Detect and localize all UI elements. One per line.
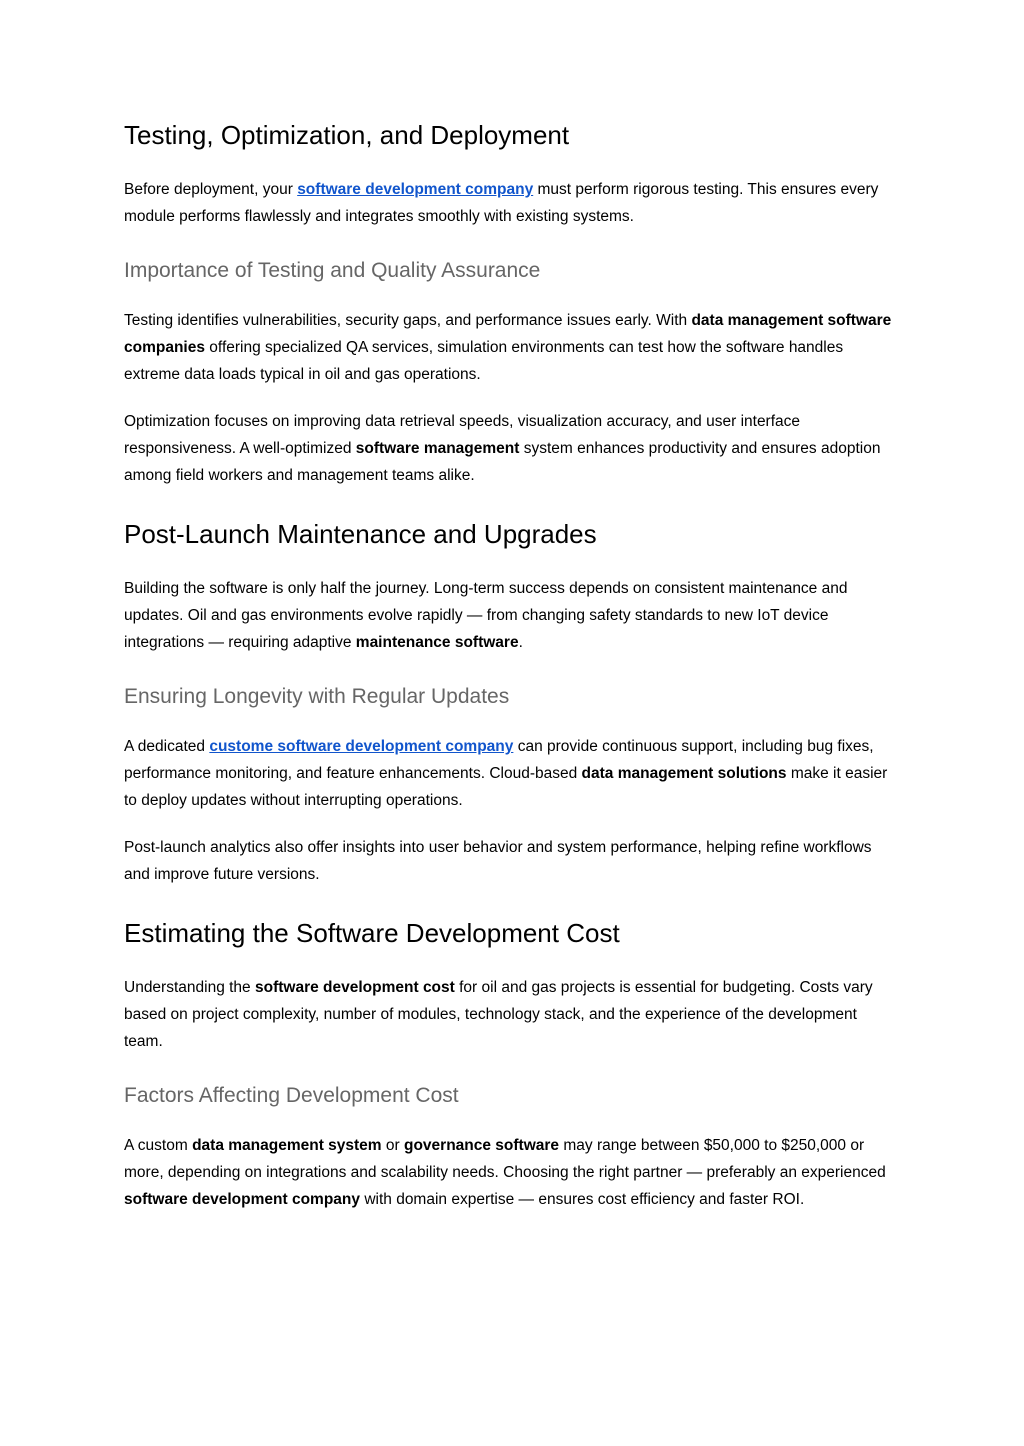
inline-link[interactable]: software development company [297, 181, 534, 198]
text-run: must perform rigorous testing. This ensures every module performs flawlessly and integrates smoothly with existing systems. [124, 181, 879, 225]
text-run: system enhances productivity and ensures adoption among field workers and management teams alike. [124, 440, 881, 484]
bold-text: software development company [124, 1191, 361, 1208]
paragraph [124, 408, 900, 489]
text-run: A custom [124, 1137, 193, 1154]
paragraph [124, 176, 900, 230]
section-heading: Estimating the Software Development Cost [124, 918, 620, 948]
section-heading: Testing, Optimization, and Deployment [124, 120, 570, 150]
subsection-heading: Factors Affecting Development Cost [124, 1084, 459, 1107]
text-run: make it easier to deploy updates without interrupting operations. [124, 765, 888, 809]
section-heading: Post-Launch Maintenance and Upgrades [124, 519, 597, 549]
document-content [124, 118, 900, 1213]
bold-text: data management solutions [581, 765, 787, 782]
bold-text: governance software [404, 1137, 560, 1154]
paragraph [124, 974, 900, 1055]
inline-link[interactable]: custome software development company [209, 738, 514, 755]
text-run: can provide continuous support, including bug fixes, performance monitoring, and feature enhancements. Cloud-based [124, 738, 874, 782]
bold-text: data management software companies [124, 312, 892, 356]
text-run: Post-launch analytics also offer insights into user behavior and system performance, helping refine workflows and improve future versions. [124, 839, 872, 883]
text-run: or [381, 1137, 404, 1154]
text-run: Understanding the [124, 979, 255, 996]
text-run: Building the software is only half the journey. Long-term success depends on consistent maintenance and updates. Oil and gas environments evolve rapidly — from changing safety standards to new IoT device integrations — requiring adaptive [124, 580, 848, 651]
text-run: Testing identifies vulnerabilities, security gaps, and performance issues early. With [124, 312, 692, 329]
text-run: Optimization focuses on improving data retrieval speeds, visualization accuracy, and user interface responsiveness. A well-optimized [124, 413, 801, 457]
text-run: with domain expertise — ensures cost efficiency and faster ROI. [360, 1191, 805, 1208]
subsection-heading: Importance of Testing and Quality Assurance [124, 259, 541, 282]
bold-text: data management system [192, 1137, 382, 1154]
paragraph [124, 1132, 900, 1213]
paragraph [124, 834, 900, 888]
text-run: A dedicated [124, 738, 210, 755]
text-run: for oil and gas projects is essential for budgeting. Costs vary based on project complexity, number of modules, technology stack, and the experience of the development team. [124, 979, 873, 1050]
paragraph [124, 307, 900, 388]
paragraph [124, 575, 900, 656]
text-run: Before deployment, your [124, 181, 298, 198]
subsection-heading: Ensuring Longevity with Regular Updates [124, 685, 510, 708]
text-run: offering specialized QA services, simulation environments can test how the software handles extreme data loads typical in oil and gas operations. [124, 339, 844, 383]
paragraph [124, 733, 900, 814]
text-run: may range between $50,000 to $250,000 or more, depending on integrations and scalability needs. Choosing the right partner — preferably an experienced [124, 1137, 886, 1181]
bold-text: software management [355, 440, 520, 457]
bold-text: maintenance software [355, 634, 519, 651]
text-run: . [518, 634, 523, 651]
bold-text: software development cost [254, 979, 455, 996]
